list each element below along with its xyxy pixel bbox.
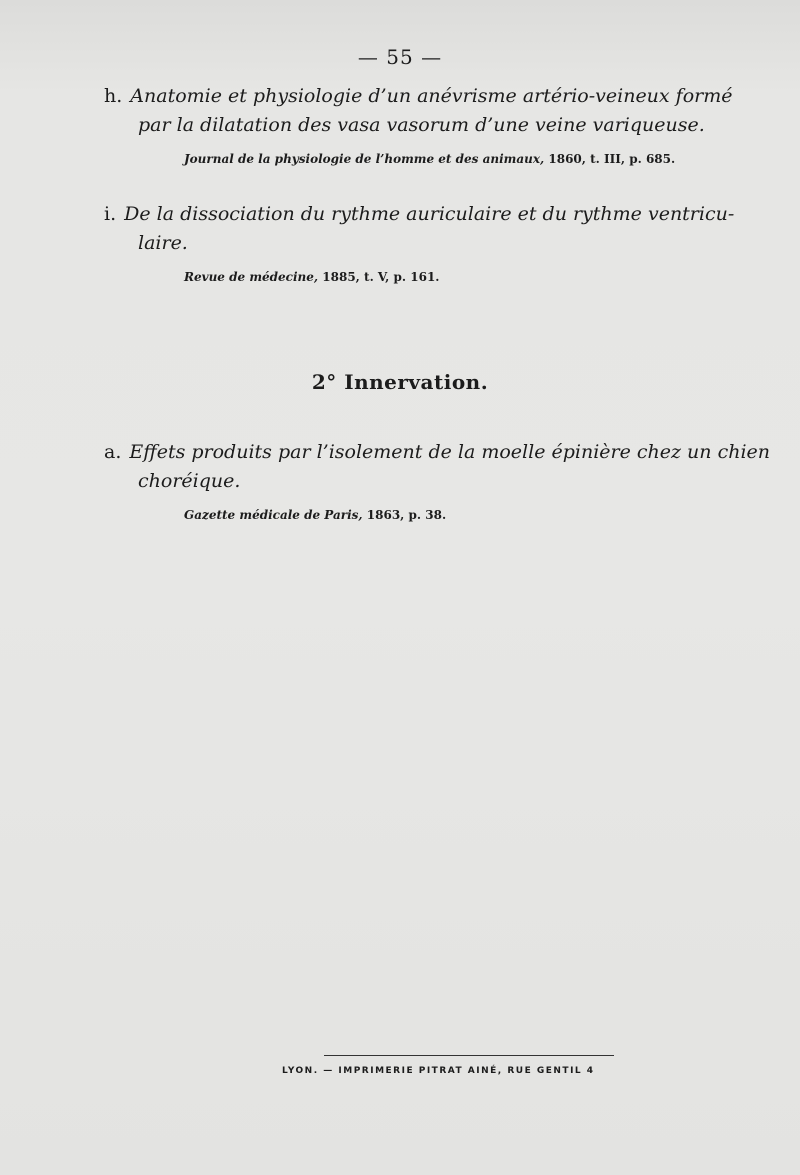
entry-title-line-1: Effets produits par l’isolement de la moelle épinière chez un chien xyxy=(129,441,771,463)
citation-details: 1863, p. 38. xyxy=(362,508,447,522)
entry-title-line-2: choréique. xyxy=(138,470,241,492)
citation-source: Journal de la physiologie de l’homme et des animaux, xyxy=(184,152,545,166)
citation-details: 1860, t. III, p. 685. xyxy=(544,152,676,166)
entry-title xyxy=(104,200,774,258)
bibliography-entry-i xyxy=(104,200,774,284)
entry-letter: a. xyxy=(104,441,122,463)
entry-title-line-2: par la dilatation des vasa vasorum d’une veine variqueuse. xyxy=(138,114,705,136)
bibliography-entry-h xyxy=(104,82,774,166)
entry-letter: h. xyxy=(104,85,123,107)
footer-rule xyxy=(324,1055,614,1056)
section-heading: 2° Innervation. xyxy=(311,370,489,394)
entry-letter: i. xyxy=(104,203,117,225)
citation-details: 1885, t. V, p. 161. xyxy=(318,270,440,284)
entry-title xyxy=(104,82,774,140)
entry-title-line-1: De la dissociation du rythme auriculaire et du rythme ventricu- xyxy=(124,203,735,225)
entry-citation xyxy=(184,152,774,166)
citation-source: Gazette médicale de Paris, xyxy=(184,508,363,522)
entry-citation xyxy=(184,270,774,284)
entry-citation xyxy=(184,508,774,522)
bibliography-entry-a xyxy=(104,438,774,522)
page-number: — 55 — xyxy=(357,45,443,69)
entry-title xyxy=(104,438,774,496)
printer-imprint: LYON. — IMPRIMERIE PITRAT AINÉ, RUE GENTIL 4 xyxy=(282,1066,595,1076)
citation-source: Revue de médecine, xyxy=(184,270,319,284)
entry-title-line-1: Anatomie et physiologie d’un anévrisme artério-veineux formé xyxy=(130,85,733,107)
entry-title-line-2: laire. xyxy=(138,232,188,254)
